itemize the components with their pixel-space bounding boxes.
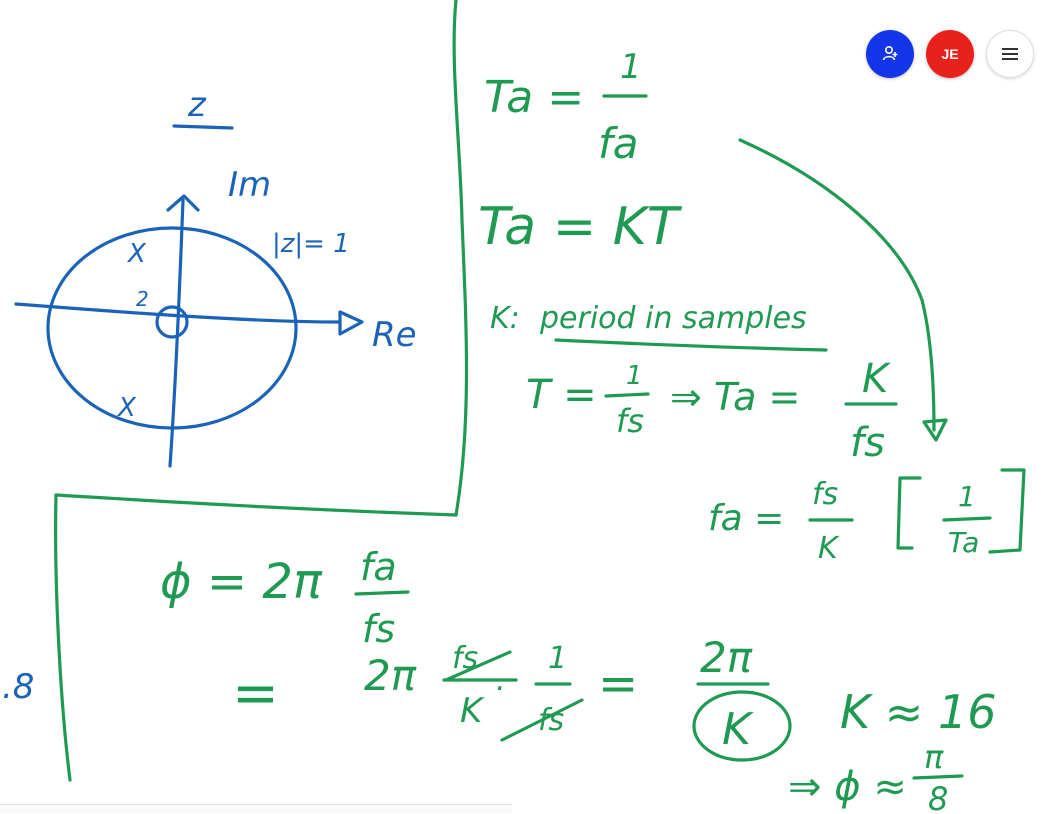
share-button[interactable] bbox=[866, 30, 914, 78]
pole-upper: X bbox=[128, 239, 146, 269]
cancelled-fs-num: fs bbox=[452, 641, 479, 676]
pole-lower: X bbox=[118, 393, 136, 423]
bracket-num: 1 bbox=[958, 480, 976, 513]
k-over-fs-num: K bbox=[862, 356, 889, 402]
add-person-icon bbox=[880, 44, 900, 64]
phi-approx: ⇒ ϕ ≈ bbox=[788, 764, 907, 810]
ta-denominator: fa bbox=[598, 119, 639, 168]
two-pi-b: 2π bbox=[700, 633, 753, 682]
period-equations bbox=[478, 47, 1024, 566]
z-title: z bbox=[188, 85, 206, 125]
divider-horizontal-line bbox=[56, 495, 456, 515]
one-numerator: 1 bbox=[548, 641, 568, 676]
bracket-left bbox=[898, 478, 920, 548]
k-note-underline bbox=[556, 340, 826, 350]
t-definition: T = bbox=[526, 372, 597, 418]
k-approx: K ≈ 16 bbox=[840, 685, 997, 739]
divider-vertical-line bbox=[454, 0, 466, 515]
pi-denominator: 8 bbox=[928, 780, 949, 814]
z-plane-sketch bbox=[16, 85, 417, 466]
unit-circle-label: |z|= 1 bbox=[272, 229, 350, 259]
ta-kt: Ta = KT bbox=[478, 197, 679, 257]
k-note-prefix: K: bbox=[490, 301, 520, 336]
margin-fragment: .8 bbox=[2, 667, 35, 707]
cancelled-fs-den: fs bbox=[538, 703, 565, 738]
hamburger-menu-icon bbox=[1001, 47, 1019, 61]
t-frac-num: 1 bbox=[626, 361, 643, 391]
menu-button[interactable] bbox=[986, 30, 1034, 78]
fa-definition: fa = bbox=[708, 498, 785, 539]
re-axis-label: Re bbox=[372, 315, 417, 355]
k-denominator: K bbox=[460, 691, 483, 731]
zero-order-label: 2 bbox=[136, 287, 149, 311]
third-equals: = bbox=[598, 656, 639, 712]
bracket-right bbox=[990, 470, 1024, 552]
k-over-fs-den: fs bbox=[850, 420, 885, 466]
user-avatar-button[interactable]: JE bbox=[926, 30, 974, 78]
two-pi-a: 2π bbox=[364, 651, 417, 700]
horizontal-scrollbar[interactable] bbox=[0, 804, 512, 813]
dot-sep: . bbox=[496, 663, 506, 698]
t-frac-den: fs bbox=[616, 402, 644, 440]
bracket-den: Ta bbox=[948, 526, 980, 559]
ta-definition: Ta = bbox=[484, 72, 585, 123]
double-zero-marker bbox=[157, 307, 187, 337]
fa-denominator: K bbox=[818, 531, 838, 566]
divider-left-line bbox=[56, 495, 70, 780]
second-equals: = bbox=[232, 661, 279, 726]
phase-derivation bbox=[160, 545, 997, 814]
pi-numerator: π bbox=[924, 738, 944, 776]
fa-numerator: fs bbox=[812, 477, 839, 512]
k-note-text: period in samples bbox=[540, 301, 807, 336]
top-right-toolbar bbox=[866, 30, 1038, 80]
k-circled: K bbox=[722, 704, 751, 755]
real-axis-arrowhead bbox=[340, 312, 362, 334]
im-axis-label: Im bbox=[228, 165, 272, 205]
ta-numerator: 1 bbox=[620, 47, 642, 87]
unit-circle bbox=[48, 228, 296, 428]
phi-numerator: fa bbox=[360, 545, 397, 589]
phi-definition: ϕ = 2π bbox=[160, 554, 322, 610]
implies-ta: ⇒ Ta = bbox=[670, 375, 801, 419]
phi-denominator: fs bbox=[362, 607, 396, 651]
